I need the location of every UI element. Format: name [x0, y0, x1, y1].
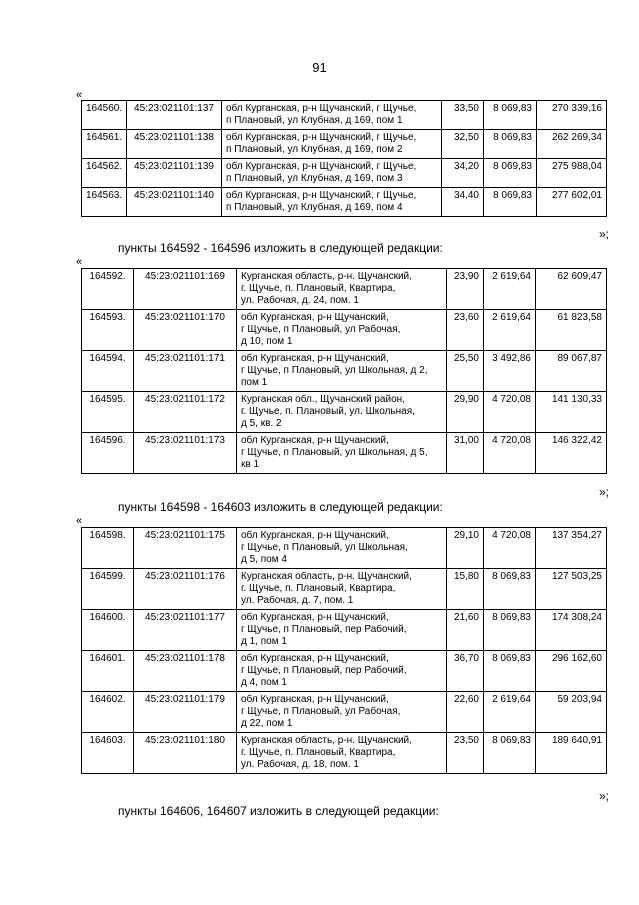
- address-line: обл Курганская, р-н Щучанский,: [241, 653, 389, 664]
- table-row: [82, 569, 607, 610]
- cadastral-value-cell: 127 503,25: [536, 569, 607, 610]
- unit-value-cell: 8 069,83: [484, 733, 536, 774]
- area-cell: 22,60: [447, 692, 484, 733]
- table-row: [82, 651, 607, 692]
- unit-value-cell: 8 069,83: [484, 569, 536, 610]
- table-row: [82, 269, 607, 310]
- address-cell: [237, 351, 447, 392]
- cadastral-value-cell: 146 322,42: [536, 433, 607, 474]
- address-line: г. Щучье, п. Плановый, ул. Школьная,: [241, 406, 415, 417]
- address-cell: [237, 651, 447, 692]
- table-row: [82, 130, 607, 159]
- area-cell: 34,20: [442, 159, 484, 188]
- cadastral-value-cell: 296 162,60: [536, 651, 607, 692]
- address-line: г Щучье, п Плановый, ул Рабочая,: [241, 324, 401, 335]
- address-line: п Плановый, ул Клубная, д 169, пом 1: [226, 115, 403, 126]
- address-cell: [237, 733, 447, 774]
- area-cell: 29,90: [447, 392, 484, 433]
- address-line: ул. Рабочая, д. 7, пом. 1: [241, 595, 354, 606]
- cadastral-value-cell: 61 823,58: [536, 310, 607, 351]
- address-line: Курганская область, р-н. Щучанский,: [241, 271, 412, 282]
- address-cell: [237, 433, 447, 474]
- area-cell: 34,40: [442, 188, 484, 217]
- item-number-cell: 164594.: [82, 351, 134, 392]
- address-line: обл Курганская, р-н Щучанский,: [241, 612, 389, 623]
- unit-value-cell: 8 069,83: [484, 130, 537, 159]
- address-line: п Плановый, ул Клубная, д 169, пом 3: [226, 173, 403, 184]
- address-line: г Щучье, п Плановый, ул Школьная,: [241, 542, 408, 553]
- unit-value-cell: 4 720,08: [484, 433, 536, 474]
- area-cell: 36,70: [447, 651, 484, 692]
- area-cell: 32,50: [442, 130, 484, 159]
- item-number-cell: 164563.: [82, 188, 127, 217]
- address-line: г Щучье, п Плановый, ул Школьная, д 2,: [241, 365, 428, 376]
- unit-value-cell: 2 619,64: [484, 310, 536, 351]
- cadastral-value-cell: 270 339,16: [537, 101, 607, 130]
- address-line: г Щучье, п Плановый, ул Школьная, д 5,: [241, 447, 428, 458]
- address-line: обл Курганская, р-н Щучанский, г Щучье,: [226, 132, 417, 143]
- unit-value-cell: 2 619,64: [484, 692, 536, 733]
- item-number-cell: 164593.: [82, 310, 134, 351]
- unit-value-cell: 8 069,83: [484, 651, 536, 692]
- unit-value-cell: 8 069,83: [484, 101, 537, 130]
- address-cell: [222, 130, 442, 159]
- unit-value-cell: 3 492,86: [484, 351, 536, 392]
- address-cell: [222, 159, 442, 188]
- cadastral-number-cell: 45:23:021101:180: [134, 733, 237, 774]
- address-line: обл Курганская, р-н Щучанский, г Щучье,: [226, 190, 417, 201]
- cadastral-number-cell: 45:23:021101:138: [127, 130, 222, 159]
- open-quote: «: [76, 515, 83, 527]
- address-cell: [237, 569, 447, 610]
- item-number-cell: 164596.: [82, 433, 134, 474]
- item-number-cell: 164601.: [82, 651, 134, 692]
- address-line: г Щучье, п Плановый, пер Рабочий,: [241, 665, 407, 676]
- close-quote: »;: [598, 789, 609, 803]
- item-number-cell: 164602.: [82, 692, 134, 733]
- register-table: [81, 268, 607, 474]
- address-line: п Плановый, ул Клубная, д 169, пом 4: [226, 202, 403, 213]
- cadastral-value-cell: 189 640,91: [536, 733, 607, 774]
- address-cell: [237, 692, 447, 733]
- address-cell: [237, 310, 447, 351]
- cadastral-number-cell: 45:23:021101:169: [134, 269, 237, 310]
- cadastral-number-cell: 45:23:021101:178: [134, 651, 237, 692]
- address-line: д 5, кв. 2: [241, 418, 282, 429]
- cadastral-value-cell: 59 203,94: [536, 692, 607, 733]
- unit-value-cell: 2 619,64: [484, 269, 536, 310]
- address-cell: [237, 392, 447, 433]
- cadastral-value-cell: 141 130,33: [536, 392, 607, 433]
- cadastral-number-cell: 45:23:021101:176: [134, 569, 237, 610]
- close-quote: »;: [598, 485, 609, 499]
- address-line: д 22, пом 1: [241, 718, 293, 729]
- amendment-intro: пункты 164598 - 164603 изложить в следующей редакции:: [118, 500, 443, 514]
- open-quote: «: [76, 89, 83, 101]
- unit-value-cell: 4 720,08: [484, 392, 536, 433]
- address-line: обл Курганская, р-н Щучанский,: [241, 353, 389, 364]
- address-line: обл Курганская, р-н Щучанский,: [241, 435, 389, 446]
- table-row: [82, 433, 607, 474]
- close-quote: »;: [598, 227, 609, 241]
- address-line: г. Щучье, п. Плановый, Квартира,: [241, 283, 396, 294]
- amendment-intro: пункты 164592 - 164596 изложить в следующей редакции:: [118, 241, 443, 255]
- address-line: д 4, пом 1: [241, 677, 287, 688]
- cadastral-number-cell: 45:23:021101:173: [134, 433, 237, 474]
- cadastral-number-cell: 45:23:021101:140: [127, 188, 222, 217]
- table-row: [82, 188, 607, 217]
- address-cell: [237, 528, 447, 569]
- address-line: ул. Рабочая, д. 18, пом. 1: [241, 759, 359, 770]
- unit-value-cell: 4 720,08: [484, 528, 536, 569]
- cadastral-value-cell: 174 308,24: [536, 610, 607, 651]
- area-cell: 23,60: [447, 310, 484, 351]
- table-row: [82, 159, 607, 188]
- register-table: [81, 527, 607, 774]
- item-number-cell: 164600.: [82, 610, 134, 651]
- table-row: [82, 392, 607, 433]
- item-number-cell: 164595.: [82, 392, 134, 433]
- area-cell: 31,00: [447, 433, 484, 474]
- table-row: [82, 310, 607, 351]
- table-body: [82, 528, 607, 774]
- area-cell: 25,50: [447, 351, 484, 392]
- cadastral-value-cell: 275 988,04: [537, 159, 607, 188]
- unit-value-cell: 8 069,83: [484, 159, 537, 188]
- address-line: г. Щучье, п. Плановый, Квартира,: [241, 583, 396, 594]
- table-body: [82, 101, 607, 217]
- address-line: обл Курганская, р-н Щучанский, г Щучье,: [226, 103, 417, 114]
- address-line: Курганская обл., Щучанский район,: [241, 394, 405, 405]
- address-line: г. Щучье, п. Плановый, Квартира,: [241, 747, 396, 758]
- cadastral-value-cell: 277 602,01: [537, 188, 607, 217]
- page-number: 91: [312, 60, 327, 75]
- address-line: обл Курганская, р-н Щучанский,: [241, 312, 389, 323]
- address-line: д 1, пом 1: [241, 636, 287, 647]
- address-line: г Щучье, п Плановый, пер Рабочий,: [241, 624, 407, 635]
- cadastral-number-cell: 45:23:021101:170: [134, 310, 237, 351]
- address-line: Курганская область, р-н. Щучанский,: [241, 571, 412, 582]
- item-number-cell: 164560.: [82, 101, 127, 130]
- unit-value-cell: 8 069,83: [484, 188, 537, 217]
- register-table: [81, 100, 607, 217]
- cadastral-value-cell: 62 609,47: [536, 269, 607, 310]
- cadastral-number-cell: 45:23:021101:175: [134, 528, 237, 569]
- unit-value-cell: 8 069,83: [484, 610, 536, 651]
- cadastral-value-cell: 89 067,87: [536, 351, 607, 392]
- address-line: п Плановый, ул Клубная, д 169, пом 2: [226, 144, 403, 155]
- table-row: [82, 351, 607, 392]
- address-line: пом 1: [241, 377, 268, 388]
- cadastral-number-cell: 45:23:021101:179: [134, 692, 237, 733]
- area-cell: 15,80: [447, 569, 484, 610]
- address-line: г Щучье, п Плановый, ул Рабочая,: [241, 706, 401, 717]
- open-quote: «: [76, 256, 83, 268]
- item-number-cell: 164592.: [82, 269, 134, 310]
- item-number-cell: 164598.: [82, 528, 134, 569]
- table-row: [82, 528, 607, 569]
- address-line: Курганская область, р-н. Щучанский,: [241, 735, 412, 746]
- cadastral-number-cell: 45:23:021101:172: [134, 392, 237, 433]
- cadastral-number-cell: 45:23:021101:139: [127, 159, 222, 188]
- amendment-intro: пункты 164606, 164607 изложить в следующей редакции:: [118, 804, 439, 818]
- address-line: ул. Рабочая, д. 24, пом. 1: [241, 295, 359, 306]
- address-line: д 10, пом 1: [241, 336, 293, 347]
- area-cell: 29,10: [447, 528, 484, 569]
- address-cell: [222, 188, 442, 217]
- item-number-cell: 164599.: [82, 569, 134, 610]
- table-row: [82, 733, 607, 774]
- item-number-cell: 164603.: [82, 733, 134, 774]
- item-number-cell: 164562.: [82, 159, 127, 188]
- address-line: обл Курганская, р-н Щучанский,: [241, 694, 389, 705]
- address-line: обл Курганская, р-н Щучанский,: [241, 530, 389, 541]
- cadastral-number-cell: 45:23:021101:177: [134, 610, 237, 651]
- item-number-cell: 164561.: [82, 130, 127, 159]
- cadastral-value-cell: 262 269,34: [537, 130, 607, 159]
- address-line: д 5, пом 4: [241, 554, 287, 565]
- table-row: [82, 101, 607, 130]
- cadastral-value-cell: 137 354,27: [536, 528, 607, 569]
- cadastral-number-cell: 45:23:021101:171: [134, 351, 237, 392]
- table-row: [82, 610, 607, 651]
- area-cell: 23,90: [447, 269, 484, 310]
- table-row: [82, 692, 607, 733]
- cadastral-number-cell: 45:23:021101:137: [127, 101, 222, 130]
- address-cell: [237, 610, 447, 651]
- table-body: [82, 269, 607, 474]
- address-cell: [237, 269, 447, 310]
- area-cell: 21,60: [447, 610, 484, 651]
- address-cell: [222, 101, 442, 130]
- area-cell: 33,50: [442, 101, 484, 130]
- area-cell: 23,50: [447, 733, 484, 774]
- address-line: кв 1: [241, 459, 260, 470]
- address-line: обл Курганская, р-н Щучанский, г Щучье,: [226, 161, 417, 172]
